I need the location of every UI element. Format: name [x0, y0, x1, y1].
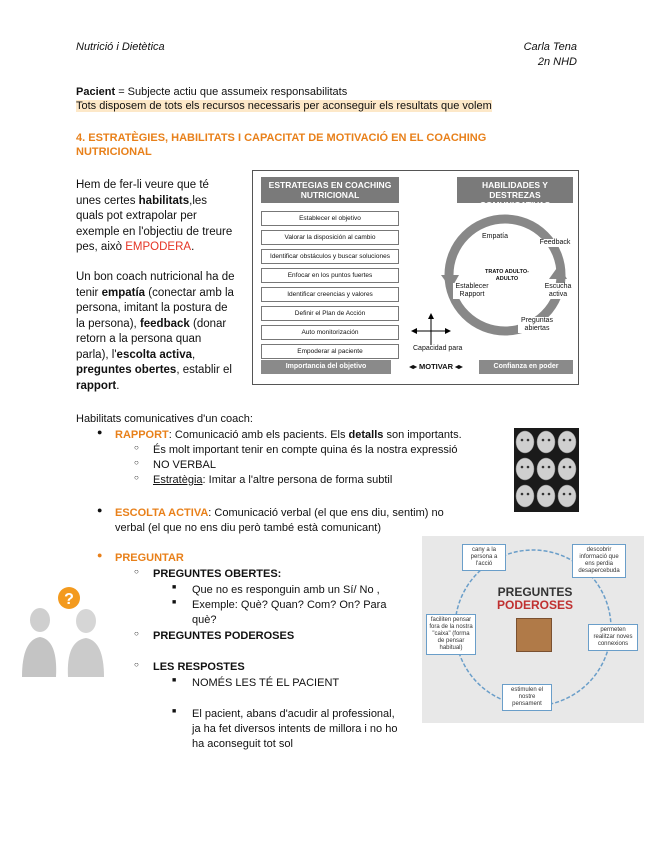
p2-line: parla), l'escolta activa, — [76, 348, 196, 361]
escolta-line2: verbal (el que no ens diu però també està comunicant) — [115, 522, 381, 534]
label-capacidad: Capacidad para — [413, 345, 463, 352]
header-author: Carla Tena — [523, 41, 577, 53]
preguntar-label: PREGUNTAR — [115, 552, 184, 564]
respostes-2c: ha aconseguit tot sol — [192, 738, 293, 750]
header-course: 2n NHD — [537, 56, 577, 68]
section-title-line1: 4. ESTRATÈGIES, HABILITATS I CAPACITAT DE MOTIVACIÓ EN EL COACHING — [76, 132, 487, 144]
poderoses-box: faciliten pensar fora de la nostra "caixa" (forma de pensar habitual) — [426, 614, 476, 655]
p2-line: persona, imitant la postura de — [76, 302, 228, 314]
masks-icon — [514, 428, 579, 512]
diagram-right-header: HABILIDADES Y DESTREZAS COMUNICATIVAS — [457, 177, 573, 203]
sub-bullet: ○ — [134, 458, 139, 467]
p2-line: la persona), feedback (donar — [76, 317, 227, 330]
escolta-label: ESCOLTA ACTIVA — [115, 507, 209, 519]
section-title-line2: NUTRICIONAL — [76, 146, 152, 158]
sub-bullet: ○ — [134, 567, 139, 576]
empodera-word: EMPODERA — [125, 241, 192, 253]
footer-importancia: Importancia del objetivo — [261, 360, 391, 374]
poderoses-box: permeten realitzar noves connexions — [588, 624, 638, 651]
masks-image — [514, 428, 579, 512]
bullet-dot: ● — [97, 550, 103, 560]
sub-bullet: ○ — [134, 660, 139, 669]
poderoses-title2: PODEROSES — [496, 598, 574, 612]
strategies-list — [261, 211, 399, 359]
escolta-item: ESCOLTA ACTIVA: Comunicació verbal (el que ens diu, sentim) no — [115, 507, 444, 519]
p1-line: exemple en l'objectiu de treure — [76, 225, 233, 238]
sub-bullet: ○ — [134, 443, 139, 452]
p2-line: preguntes obertes, establir el — [76, 364, 232, 376]
label-empatia: Empatía — [475, 233, 515, 241]
footer-motivar: ◂▸ MOTIVAR ◂▸ — [409, 362, 463, 371]
paragraph-coach — [76, 270, 251, 394]
pacient-term: Pacient — [76, 86, 116, 98]
obertes-title: PREGUNTES OBERTES: — [153, 568, 282, 580]
p1-line: Hem de fer-li veure que té — [76, 179, 209, 191]
rapport-sub2: NO VERBAL — [153, 459, 216, 471]
arrow-left — [411, 328, 417, 334]
square-bullet: ■ — [172, 584, 177, 591]
p1-line: pes, això EMPODERA. — [76, 241, 195, 253]
strategy-box: Valorar la disposición al cambio — [261, 230, 399, 245]
preguntes-poderoses-image — [422, 536, 644, 723]
header-subject: Nutrició i Dietètica — [76, 41, 165, 53]
p2-line: tenir empatía (conectar amb la — [76, 286, 234, 299]
rapport-sub3: Estratègia: Imitar a l'altre persona de forma subtil — [153, 474, 393, 486]
strategy-box: Identificar creencias y valores — [261, 287, 399, 302]
obertes-1: Que no es responguin amb un Sí/ No , — [192, 584, 380, 596]
sub-bullet: ○ — [134, 473, 139, 482]
arrow-up — [428, 313, 434, 319]
poderoses-box: cany a la persona a l'acció — [462, 544, 506, 571]
label-preguntas: Preguntas abiertas — [518, 317, 556, 333]
p1-line: unes certes habilitats,les — [76, 194, 208, 207]
poderoses-box: estimulen el nostre pensament — [502, 684, 552, 711]
strategy-box: Empoderar al paciente — [261, 344, 399, 359]
label-escucha: Escucha activa — [544, 283, 572, 298]
rapport-label: RAPPORT — [115, 429, 169, 441]
p2-line: retorn a la persona quan — [76, 333, 202, 345]
rapport-sub1: És molt important tenir en compte quina és la nostra expressió — [153, 444, 458, 456]
arrow-right — [445, 328, 451, 334]
label-trato: TRATO ADULTO-ADULTO — [485, 269, 529, 282]
bullet-dot: ● — [97, 505, 103, 515]
respostes-2b: ja ha fet diversos intents de millora i no ho — [192, 723, 398, 735]
poderoses-title1: PREGUNTES — [497, 585, 573, 599]
highlight-text: Tots disposem de tots els recursos necessaris per aconseguir els resultats que volem — [76, 100, 492, 112]
p2-line: rapport. — [76, 379, 120, 392]
pacient-definition — [76, 85, 347, 99]
sub-bullet: ○ — [134, 629, 139, 638]
strategy-box: Identificar obstáculos y buscar soluciones — [261, 249, 399, 264]
highlight-sentence — [76, 99, 492, 113]
strategy-box: Enfocar en los puntos fuertes — [261, 268, 399, 283]
p1-line: quals pot extrapolar per — [76, 210, 197, 222]
square-bullet: ■ — [172, 677, 177, 684]
figures-icon — [14, 585, 109, 680]
p2-line: Un bon coach nutricional ha de — [76, 271, 235, 283]
diagram-left-header: ESTRATEGIAS EN COACHING NUTRICIONAL — [261, 177, 399, 203]
respostes-1: NOMÉS LES TÉ EL PACIENT — [192, 677, 340, 689]
habilitats-title: Habilitats comunicatives d'un coach: — [76, 413, 253, 425]
strategy-box: Establecer el objetivo — [261, 211, 399, 226]
obertes-2b: què? — [192, 614, 217, 626]
poderoses-box: descobrir informació que ens perdia desapercebuda — [572, 544, 626, 578]
square-bullet: ■ — [172, 599, 177, 606]
svg-text:?: ? — [64, 591, 74, 608]
poderoses-title: PREGUNTES PODEROSES — [153, 630, 295, 642]
obertes-2: Exemple: Què? Quan? Com? On? Para — [192, 599, 387, 611]
footer-confianza: Confianza en poder alcanzarlo — [479, 360, 573, 374]
bullet-dot: ● — [97, 427, 103, 437]
paragraph-habilitats — [76, 178, 251, 256]
rapport-item: RAPPORT: Comunicació amb els pacients. Els detalls son importants. — [115, 429, 462, 441]
strategy-box: Auto monitorización — [261, 325, 399, 340]
respostes-2a: El pacient, abans d'acudir al professional, — [192, 708, 395, 720]
respostes-title: LES RESPOSTES — [153, 661, 245, 673]
question-figures-image — [14, 585, 109, 680]
strategy-box: Definir el Plan de Acción — [261, 306, 399, 321]
pacient-text: = Subjecte actiu que assumeix responsabilitats — [115, 86, 348, 98]
square-bullet: ■ — [172, 708, 177, 715]
coaching-diagram — [252, 170, 579, 385]
box-icon — [516, 618, 552, 652]
label-feedback: Feedback — [536, 239, 574, 247]
label-rapport: Establecer Rapport — [453, 283, 491, 299]
